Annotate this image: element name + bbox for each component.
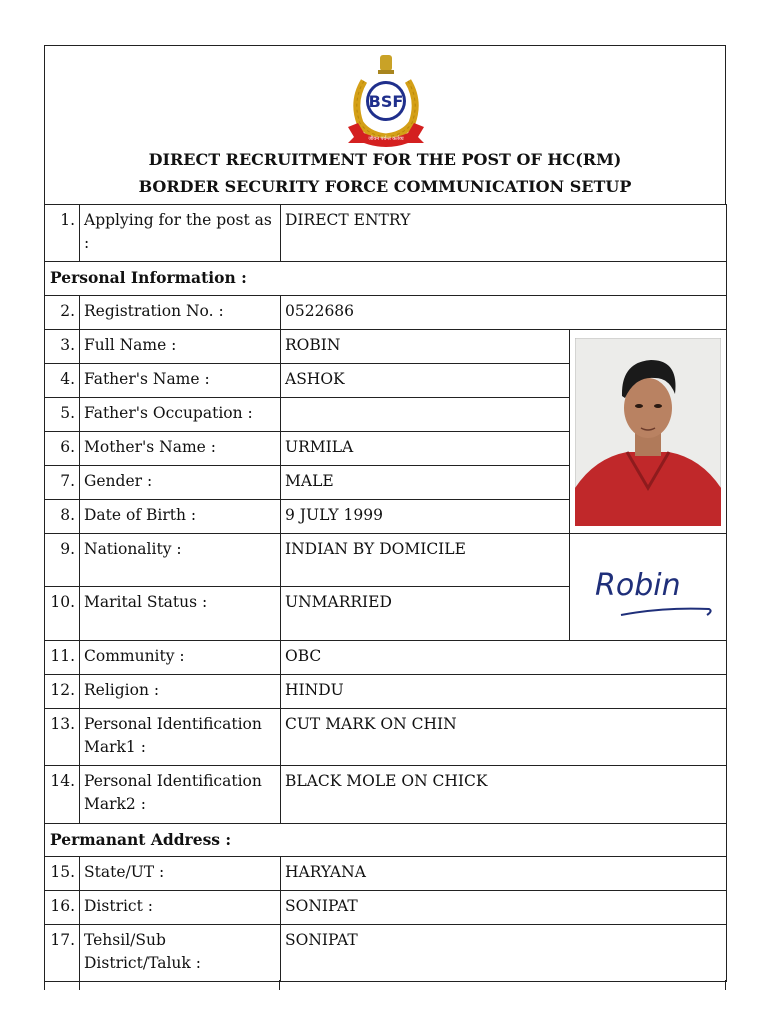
signature-cell: [570, 534, 727, 641]
application-form: [44, 45, 726, 982]
field-label: District :: [80, 891, 281, 925]
row-number: 7.: [45, 466, 80, 500]
title-line-2: BORDER SECURITY FORCE COMMUNICATION SETUP: [138, 177, 632, 196]
field-value: SONIPAT: [281, 891, 727, 925]
field-label: Nationality :: [80, 534, 281, 587]
field-label: Father's Name :: [80, 364, 281, 398]
bsf-logo: [342, 51, 430, 147]
field-value: DIRECT ENTRY: [281, 205, 727, 262]
field-value: BLACK MOLE ON CHICK: [281, 766, 727, 824]
row-number: 14.: [45, 766, 80, 824]
field-value: ASHOK: [281, 364, 570, 398]
row-number: 8.: [45, 500, 80, 534]
table-row: [45, 296, 727, 330]
table-row: [45, 709, 727, 766]
row-number: 11.: [45, 641, 80, 675]
table-row: [45, 330, 727, 364]
row-number: 13.: [45, 709, 80, 766]
field-label: Applying for the post as :: [80, 205, 281, 262]
row-number: 4.: [45, 364, 80, 398]
field-label: Personal Identification Mark1 :: [80, 709, 281, 766]
field-value: MALE: [281, 466, 570, 500]
table-row: [45, 925, 727, 982]
field-value: 9 JULY 1999: [281, 500, 570, 534]
field-label: Religion :: [80, 675, 281, 709]
field-label: Mother's Name :: [80, 432, 281, 466]
row-number: 17.: [45, 925, 80, 982]
field-value: ROBIN: [281, 330, 570, 364]
row-number: 5.: [45, 398, 80, 432]
field-label: Personal Identification Mark2 :: [80, 766, 281, 824]
row-number: 15.: [45, 857, 80, 891]
section-heading: Permanant Address :: [45, 824, 727, 857]
field-label: Father's Occupation :: [80, 398, 281, 432]
row-number: 1.: [45, 205, 80, 262]
section-row: [45, 824, 727, 857]
field-label: Full Name :: [80, 330, 281, 364]
field-value: SONIPAT: [281, 925, 727, 982]
field-label: Date of Birth :: [80, 500, 281, 534]
field-value: UNMARRIED: [281, 587, 570, 641]
field-label: Marital Status :: [80, 587, 281, 641]
field-label: Gender :: [80, 466, 281, 500]
logo-text: BSF: [368, 92, 404, 111]
table-continuation: [44, 980, 726, 990]
field-label: Tehsil/Sub District/Taluk :: [80, 925, 281, 982]
section-row: [45, 262, 727, 296]
applicant-signature: [573, 537, 723, 637]
row-number: 2.: [45, 296, 80, 330]
table-row: [45, 675, 727, 709]
row-number: 3.: [45, 330, 80, 364]
photo-cell: [570, 330, 727, 534]
table-row: [45, 205, 727, 262]
applicant-photo: [575, 338, 721, 526]
field-label: Registration No. :: [80, 296, 281, 330]
field-value: URMILA: [281, 432, 570, 466]
row-number: 16.: [45, 891, 80, 925]
field-label: Community :: [80, 641, 281, 675]
title-line-1: DIRECT RECRUITMENT FOR THE POST OF HC(RM): [148, 150, 622, 169]
form-table: [44, 204, 727, 982]
field-value: 0522686: [281, 296, 727, 330]
row-number: 10.: [45, 587, 80, 641]
row-number: 12.: [45, 675, 80, 709]
row-number: 6.: [45, 432, 80, 466]
field-value: [281, 398, 570, 432]
table-row: [45, 534, 727, 587]
form-header: [44, 45, 726, 205]
table-row: [45, 891, 727, 925]
field-label: State/UT :: [80, 857, 281, 891]
signature-text: Robin: [595, 568, 681, 603]
row-number: 9.: [45, 534, 80, 587]
table-row: [45, 766, 727, 824]
field-value: HARYANA: [281, 857, 727, 891]
section-heading: Personal Information :: [45, 262, 727, 296]
logo-ribbon-text: जीवन पर्यन्त कर्तव्य: [368, 136, 404, 142]
field-value: CUT MARK ON CHIN: [281, 709, 727, 766]
table-row: [45, 857, 727, 891]
field-value: OBC: [281, 641, 727, 675]
field-value: INDIAN BY DOMICILE: [281, 534, 570, 587]
table-row: [45, 641, 727, 675]
field-value: HINDU: [281, 675, 727, 709]
